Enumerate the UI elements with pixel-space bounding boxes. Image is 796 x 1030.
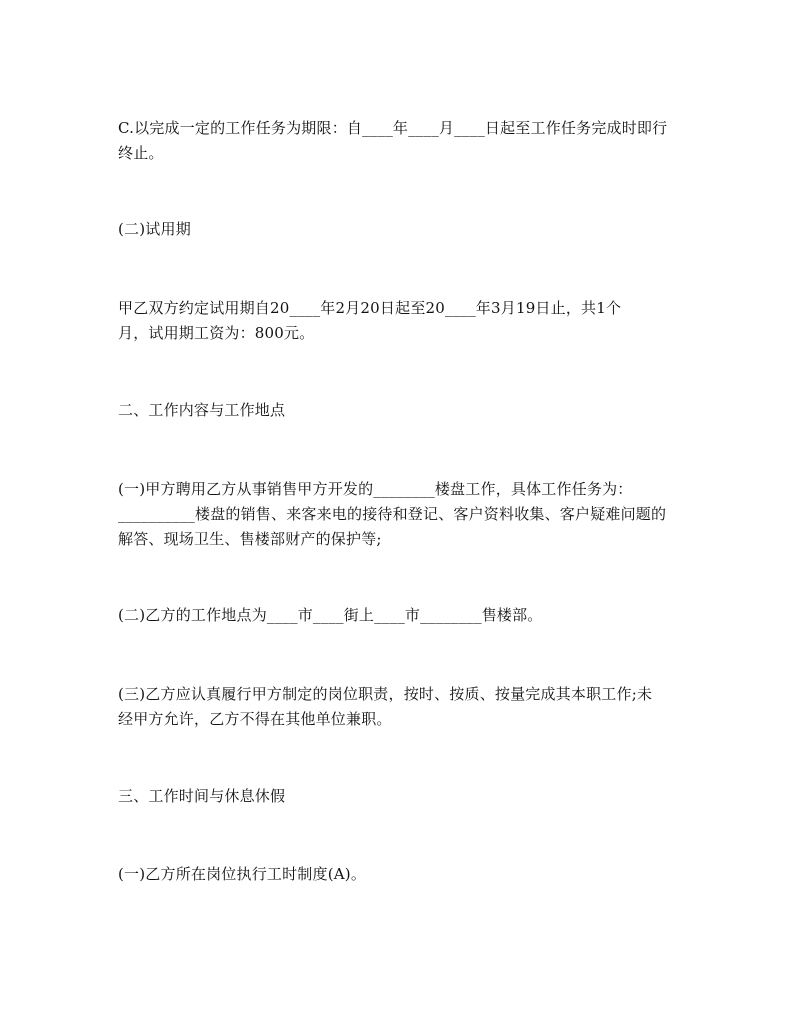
text-line: 经甲方允许，乙方不得在其他单位兼职。: [118, 710, 392, 728]
work-content-heading: [118, 398, 693, 423]
text-line: 终止。: [118, 144, 164, 162]
work-content-paragraph-1: [118, 477, 693, 552]
work-content-paragraph-2: [118, 603, 693, 628]
section-heading: 三、工作时间与休息休假: [118, 787, 286, 805]
probation-heading: [118, 217, 693, 242]
text-line: 月，试用期工资为：800元。: [118, 324, 315, 342]
text-line: (二)乙方的工作地点为____市____街上____市________售楼部。: [118, 606, 543, 624]
section-heading: (二)试用期: [118, 220, 191, 238]
text-line: C.以完成一定的工作任务为期限：自____年____月____日起至工作任务完成时即行: [118, 119, 668, 137]
text-line: 甲乙双方约定试用期自20____年2月20日起至20____年3月19日止，共1个: [118, 299, 622, 317]
text-line: __________楼盘的销售、来客来电的接待和登记、客户资料收集、客户疑难问题的: [118, 505, 667, 523]
probation-paragraph: [118, 296, 693, 346]
clause-c-term-paragraph: [118, 116, 693, 166]
text-line: (三)乙方应认真履行甲方制定的岗位职责，按时、按质、按量完成其本职工作;未: [118, 685, 653, 703]
section-heading: 二、工作内容与工作地点: [118, 401, 286, 419]
text-line: (一)乙方所在岗位执行工时制度(A)。: [118, 865, 367, 883]
work-content-paragraph-3: [118, 682, 693, 732]
text-line: (一)甲方聘用乙方从事销售甲方开发的________楼盘工作，具体工作任务为：: [118, 480, 633, 498]
text-line: 解答、现场卫生、售楼部财产的保护等;: [118, 530, 382, 548]
work-time-paragraph-1: [118, 862, 693, 887]
work-time-heading: [118, 784, 693, 809]
